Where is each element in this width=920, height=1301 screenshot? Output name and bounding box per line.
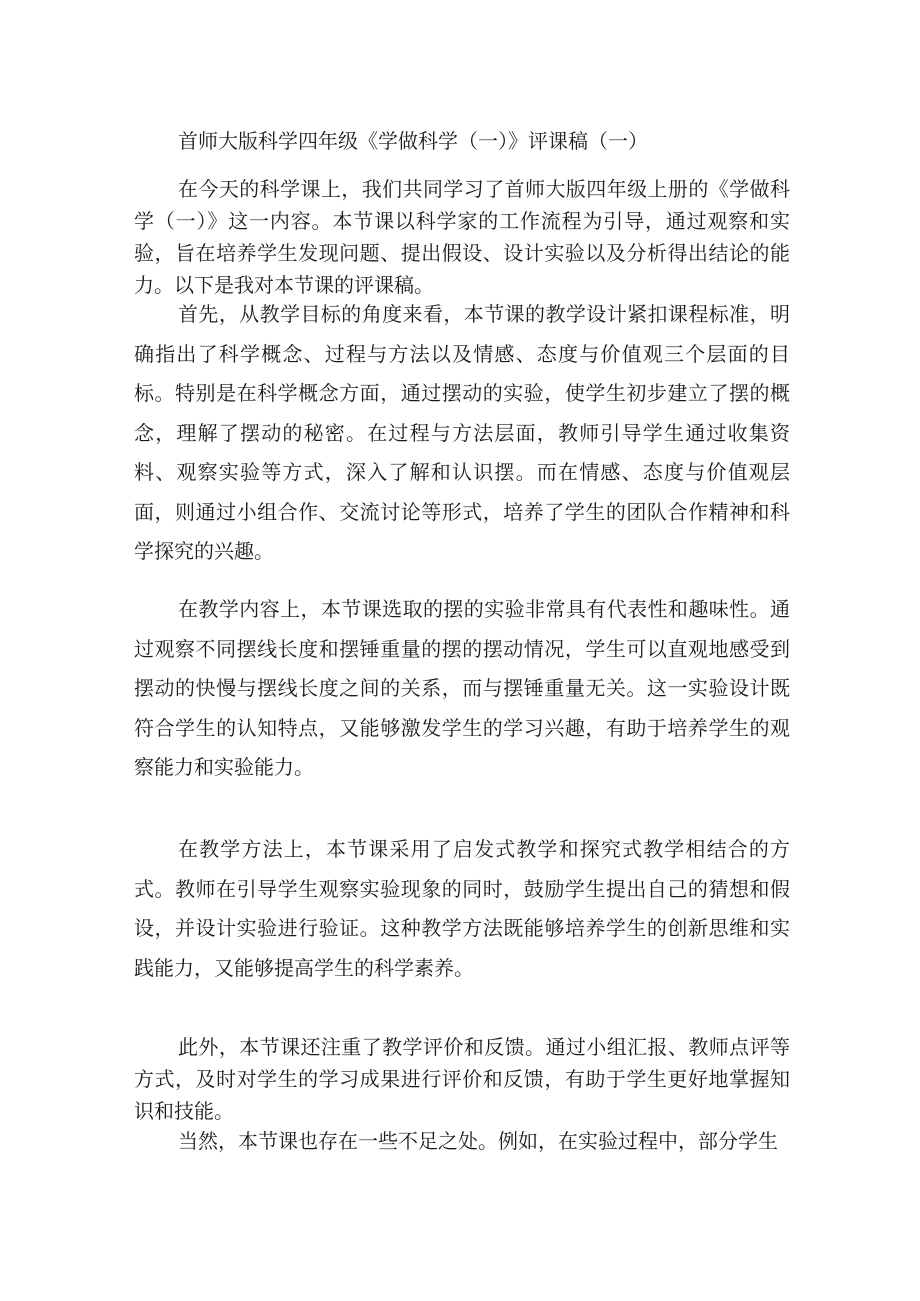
paragraph-intro: 在今天的科学课上，我们共同学习了首师大版四年级上册的《学做科学（一）》这一内容。本节课以科学家的工作流程为引导，通过观察和实验，旨在培养学生发现问题、提出假设、设计实验以及分析得出结论的能力。以下是我对本节课的评课稿。 [134, 177, 790, 297]
paragraph-shortcomings: 当然，本节课也存在一些不足之处。例如，在实验过程中，部分学生 [178, 1129, 778, 1153]
paragraph-teaching-methods: 在教学方法上，本节课采用了启发式教学和探究式教学相结合的方式。教师在引导学生观察实验现象的同时，鼓励学生提出自己的猜想和假设，并设计实验进行验证。这种教学方法既能够培养学生的创新思维和实践能力，又能够提高学生的科学素养。 [134, 837, 790, 980]
document-title: 首师大版科学四年级《学做科学（一）》评课稿（一） [178, 129, 648, 153]
paragraph-teaching-content: 在教学内容上，本节课选取的摆的实验非常具有代表性和趣味性。通过观察不同摆线长度和摆锤重量的摆的摆动情况，学生可以直观地感受到摆动的快慢与摆线长度之间的关系，而与摆锤重量无关。这一实验设计既符合学生的认知特点，又能够激发学生的学习兴趣，有助于培养学生的观察能力和实验能力。 [134, 597, 790, 779]
paragraph-teaching-goals: 首先，从教学目标的角度来看，本节课的教学设计紧扣课程标准，明确指出了科学概念、过程与方法以及情感、态度与价值观三个层面的目标。特别是在科学概念方面，通过摆动的实验，使学生初步建立了摆的概念，理解了摆动的秘密。在过程与方法层面，教师引导学生通过收集资料、观察实验等方式，深入了解和认识摆。而在情感、态度与价值观层面，则通过小组合作、交流讨论等形式，培养了学生的团队合作精神和科学探究的兴趣。 [134, 302, 790, 563]
paragraph-evaluation-feedback: 此外，本节课还注重了教学评价和反馈。通过小组汇报、教师点评等方式，及时对学生的学习成果进行评价和反馈，有助于学生更好地掌握知识和技能。 [134, 1035, 790, 1123]
